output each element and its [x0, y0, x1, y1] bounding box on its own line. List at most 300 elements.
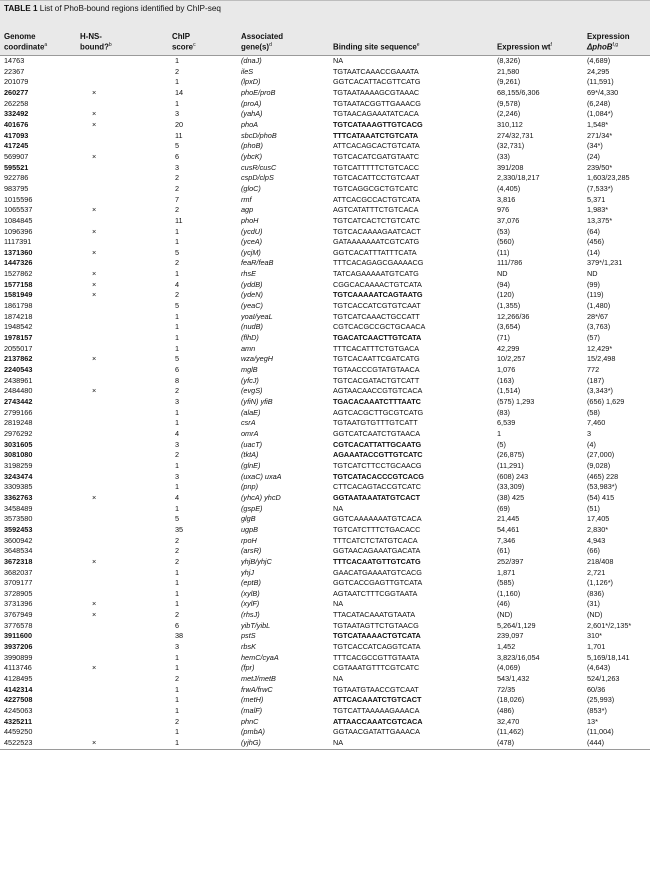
- binding-site-cell: TTACATACAAATGTAATA: [333, 610, 416, 620]
- genome-coordinate-cell: 2137862: [4, 354, 33, 364]
- expression-dphob-cell: 12,429*: [587, 343, 613, 353]
- table-bottom-rule: [0, 749, 650, 750]
- binding-site-cell: TGTCACATCGATGTAATC: [333, 151, 420, 161]
- binding-site-cell: ATTCACAGCACTGTCATA: [333, 141, 420, 151]
- table-row: [0, 525, 650, 536]
- table-row: [0, 386, 650, 397]
- chip-score-cell: 1: [175, 311, 180, 321]
- expression-dphob-cell: 28*/67: [587, 311, 609, 321]
- header-chip-score: ChIP score$^c$: [172, 31, 196, 52]
- table-row: [0, 536, 650, 547]
- associated-gene-cell: frwA/frwC: [241, 684, 273, 694]
- expression-dphob-cell: (57): [587, 333, 600, 343]
- expression-wt-cell: (32,731): [497, 141, 525, 151]
- header-expression-wt: Expression $wt^f$: [497, 42, 552, 52]
- chip-score-cell: 4: [175, 492, 180, 502]
- genome-coordinate-cell: 3648534: [4, 546, 33, 556]
- genome-coordinate-cell: 3911600: [4, 631, 33, 641]
- binding-site-cell: ATTAACCAAATCGTCACA: [333, 716, 423, 726]
- table-row: [0, 727, 650, 738]
- chip-score-cell: 1: [175, 663, 180, 673]
- expression-dphob-cell: (853*): [587, 706, 607, 716]
- table-row: [0, 120, 650, 131]
- chip-score-cell: 2: [175, 674, 180, 684]
- expression-dphob-cell: 379*/1,231: [587, 258, 623, 268]
- genome-coordinate-cell: 4325211: [4, 716, 33, 726]
- expression-wt-cell: 7,346: [497, 535, 516, 545]
- genome-coordinate-cell: 332492: [4, 109, 29, 119]
- table-title: List of PhoB-bound regions identified by ChIP-seq: [37, 4, 221, 13]
- hns-bound-cell: ×: [92, 269, 97, 279]
- associated-gene-cell: (rhsJ): [241, 610, 260, 620]
- table-row: [0, 163, 650, 174]
- binding-site-cell: TTTCACATTTCTGTGACA: [333, 343, 420, 353]
- associated-gene-cell: feaR/feaB: [241, 258, 274, 268]
- chip-score-cell: 1: [175, 237, 180, 247]
- expression-dphob-cell: 524/1,263: [587, 674, 620, 684]
- expression-dphob-cell: ND: [587, 269, 598, 279]
- expression-wt-cell: 1,871: [497, 567, 516, 577]
- binding-site-cell: NA: [333, 738, 344, 747]
- binding-site-cell: TTTCATAAATCTGTCATA: [333, 130, 419, 140]
- chip-score-cell: 2: [175, 183, 180, 193]
- table-row: [0, 227, 650, 238]
- expression-wt-cell: (69): [497, 503, 510, 513]
- expression-wt-cell: 252/397: [497, 556, 524, 566]
- associated-gene-cell: cspD/clpS: [241, 173, 274, 183]
- expression-dphob-cell: 271/34*: [587, 130, 613, 140]
- expression-wt-cell: 32,470: [497, 716, 520, 726]
- expression-wt-cell: (18,026): [497, 695, 525, 705]
- associated-gene-cell: (metH): [241, 695, 264, 705]
- expression-wt-cell: (33,309): [497, 482, 525, 492]
- expression-wt-cell: 543/1,432: [497, 674, 530, 684]
- chip-score-cell: 2: [175, 450, 180, 460]
- binding-site-cell: TGTCATAAAGTTGTCACG: [333, 119, 423, 129]
- genome-coordinate-cell: 4522523: [4, 738, 33, 747]
- binding-site-cell: CTTCACAGTACCGTCATC: [333, 482, 422, 492]
- chip-score-cell: 11: [175, 215, 183, 225]
- chip-score-cell: 1: [175, 418, 180, 428]
- expression-wt-cell: (9,261): [497, 77, 521, 87]
- table-row: [0, 589, 650, 600]
- expression-wt-cell: 72/35: [497, 684, 516, 694]
- expression-dphob-cell: (58): [587, 407, 600, 417]
- expression-wt-cell: (26,875): [497, 450, 525, 460]
- chip-score-cell: 8: [175, 375, 180, 385]
- expression-wt-cell: (560): [497, 237, 515, 247]
- expression-dphob-cell: 2,601*/2,135*: [587, 620, 632, 630]
- table-row: [0, 482, 650, 493]
- genome-coordinate-cell: 3600942: [4, 535, 33, 545]
- expression-wt-cell: 111/786: [497, 258, 523, 268]
- expression-wt-cell: (94): [497, 279, 510, 289]
- expression-wt-cell: 12,266/36: [497, 311, 530, 321]
- binding-site-cell: TGTCACATTCCTGTCAAT: [333, 173, 420, 183]
- table-row: [0, 258, 650, 269]
- expression-wt-cell: (585): [497, 578, 515, 588]
- expression-wt-cell: 1,076: [497, 365, 516, 375]
- expression-wt-cell: (1,355): [497, 301, 521, 311]
- binding-site-cell: TGTAATAGTTCTGTAACG: [333, 620, 419, 630]
- binding-site-cell: TGTAATGTGTTTGTCATT: [333, 418, 418, 428]
- table-row: [0, 216, 650, 227]
- table-row: [0, 280, 650, 291]
- table-row: [0, 568, 650, 579]
- chip-score-cell: 1: [175, 226, 180, 236]
- expression-dphob-cell: (99): [587, 279, 600, 289]
- expression-dphob-cell: (119): [587, 290, 604, 300]
- table-row: [0, 685, 650, 696]
- expression-wt-cell: 3,823/16,054: [497, 652, 540, 662]
- binding-site-cell: TGTCATCAAACTGCCATT: [333, 311, 420, 321]
- associated-gene-cell: (evgS): [241, 386, 263, 396]
- associated-gene-cell: ileS: [241, 66, 254, 76]
- chip-score-cell: 3: [175, 162, 180, 172]
- expression-wt-cell: (608) 243: [497, 471, 529, 481]
- table-row: [0, 333, 650, 344]
- chip-score-cell: 35: [175, 524, 184, 534]
- hns-bound-cell: ×: [92, 87, 97, 97]
- genome-coordinate-cell: 3709177: [4, 578, 33, 588]
- binding-site-cell: AGTCACGCTTGCGTCATG: [333, 407, 424, 417]
- genome-coordinate-cell: 569907: [4, 151, 29, 161]
- binding-site-cell: TGTCAGGCGCTGTCATC: [333, 183, 419, 193]
- table-row: [0, 141, 650, 152]
- chip-score-cell: 1: [175, 684, 180, 694]
- genome-coordinate-cell: 922786: [4, 173, 29, 183]
- associated-gene-cell: (yddB): [241, 279, 263, 289]
- binding-site-cell: ATTCACGCCACTGTCATA: [333, 194, 421, 204]
- binding-site-cell: TTTCACAGAGCGAAAACG: [333, 258, 424, 268]
- table-row: [0, 514, 650, 525]
- expression-dphob-cell: 3: [587, 428, 592, 438]
- associated-gene-cell: amn: [241, 343, 256, 353]
- associated-gene-cell: phoH: [241, 215, 259, 225]
- hns-bound-cell: ×: [92, 492, 97, 502]
- expression-wt-cell: 42,299: [497, 343, 520, 353]
- expression-wt-cell: (5): [497, 439, 506, 449]
- genome-coordinate-cell: 3573580: [4, 514, 33, 524]
- expression-wt-cell: 10/2,257: [497, 354, 526, 364]
- expression-dphob-cell: 15/2,498: [587, 354, 616, 364]
- chip-score-cell: 6: [175, 365, 180, 375]
- expression-dphob-cell: 239/50*: [587, 162, 613, 172]
- associated-gene-cell: (ycdU): [241, 226, 263, 236]
- expression-dphob-cell: 13*: [587, 716, 598, 726]
- binding-site-cell: TGTAATCAAACCGAAATA: [333, 66, 419, 76]
- genome-coordinate-cell: 1581949: [4, 290, 33, 300]
- header-expression-dphob: Expression ΔphoB$^{f,g}$: [587, 31, 630, 52]
- table-row: [0, 440, 650, 451]
- genome-coordinate-cell: 2743442: [4, 397, 33, 406]
- associated-gene-cell: (dnaJ): [241, 56, 262, 65]
- binding-site-cell: TGTAACCCGTATGTAACA: [333, 365, 420, 375]
- associated-gene-cell: (arsR): [241, 546, 262, 556]
- binding-site-cell: TTTCACAATGTTGTCATG: [333, 556, 421, 566]
- table-row: [0, 344, 650, 355]
- expression-dphob-cell: 310*: [587, 631, 603, 641]
- table-row: [0, 610, 650, 621]
- expression-dphob-cell: (465) 228: [587, 471, 619, 481]
- expression-wt-cell: (11): [497, 247, 510, 257]
- expression-wt-cell: 976: [497, 205, 510, 215]
- expression-wt-cell: 274/32,731: [497, 130, 534, 140]
- expression-dphob-cell: (1,084*): [587, 109, 613, 119]
- table-row: [0, 173, 650, 184]
- expression-dphob-cell: 17,405: [587, 514, 610, 524]
- binding-site-cell: GGTAACGATATTGAAACA: [333, 727, 420, 737]
- expression-dphob-cell: (656) 1,629: [587, 397, 625, 406]
- expression-wt-cell: 310,112: [497, 119, 523, 129]
- genome-coordinate-cell: 2055017: [4, 343, 33, 353]
- chip-score-cell: 5: [175, 354, 180, 364]
- table-body: [0, 56, 650, 749]
- genome-coordinate-cell: 4227508: [4, 695, 33, 705]
- genome-coordinate-cell: 3728905: [4, 588, 33, 598]
- expression-dphob-cell: (24): [587, 151, 600, 161]
- table-row: [0, 461, 650, 472]
- chip-score-cell: 1: [175, 407, 180, 417]
- binding-site-cell: NA: [333, 599, 344, 609]
- expression-dphob-cell: (31): [587, 599, 600, 609]
- hns-bound-cell: ×: [92, 354, 97, 364]
- expression-wt-cell: 37,076: [497, 215, 520, 225]
- expression-wt-cell: (486): [497, 706, 515, 716]
- expression-dphob-cell: (456): [587, 237, 605, 247]
- hns-bound-cell: ×: [92, 556, 97, 566]
- expression-dphob-cell: 24,295: [587, 66, 610, 76]
- expression-dphob-cell: 60/36: [587, 684, 606, 694]
- genome-coordinate-cell: 1527862: [4, 269, 33, 279]
- expression-wt-cell: 5,264/1,129: [497, 620, 536, 630]
- associated-gene-cell: (yeaC): [241, 301, 263, 311]
- chip-score-cell: 3: [175, 642, 180, 652]
- expression-dphob-cell: (4): [587, 439, 596, 449]
- chip-score-cell: 3: [175, 397, 180, 406]
- hns-bound-cell: ×: [92, 738, 97, 747]
- associated-gene-cell: (uacT): [241, 439, 263, 449]
- hns-bound-cell: ×: [92, 119, 97, 129]
- chip-score-cell: 1: [175, 98, 180, 108]
- expression-dphob-cell: (34*): [587, 141, 603, 151]
- binding-site-cell: TGTCACCATCAGGTCATA: [333, 642, 421, 652]
- binding-site-cell: TGTCACGATACTGTCATT: [333, 375, 420, 385]
- genome-coordinate-cell: 1861798: [4, 301, 33, 311]
- table-row: [0, 312, 650, 323]
- binding-site-cell: GGTCACATTACGTTCATG: [333, 77, 421, 87]
- header-genome-coordinate: Genome coordinate$^a$: [4, 31, 48, 52]
- expression-dphob-cell: (11,004): [587, 727, 614, 737]
- expression-wt-cell: (46): [497, 599, 510, 609]
- associated-gene-cell: mglB: [241, 365, 258, 375]
- associated-gene-cell: (ycjM): [241, 247, 261, 257]
- genome-coordinate-cell: 3937206: [4, 642, 33, 652]
- binding-site-cell: NA: [333, 503, 344, 513]
- header-associated-genes: Associated $gene(s)^d$: [241, 31, 284, 52]
- table-row: [0, 131, 650, 142]
- genome-coordinate-cell: 3309385: [4, 482, 33, 492]
- table-row: [0, 376, 650, 387]
- binding-site-cell: TGTCACCATCGTGTCAAT: [333, 301, 421, 311]
- table-row: [0, 109, 650, 120]
- binding-site-cell: AGTAATCTTTCGGTAATA: [333, 588, 418, 598]
- expression-dphob-cell: (66): [587, 546, 600, 556]
- hns-bound-cell: ×: [92, 151, 97, 161]
- associated-gene-cell: (glnE): [241, 460, 261, 470]
- genome-coordinate-cell: 2438961: [4, 375, 33, 385]
- associated-gene-cell: rpoH: [241, 535, 257, 545]
- table-row: [0, 365, 650, 376]
- chip-score-cell: 2: [175, 290, 180, 300]
- genome-coordinate-cell: 4128495: [4, 674, 33, 684]
- associated-gene-cell: (eptB): [241, 578, 261, 588]
- expression-wt-cell: 21,580: [497, 66, 520, 76]
- chip-score-cell: 14: [175, 87, 184, 97]
- associated-gene-cell: yhjJ: [241, 567, 254, 577]
- chip-score-cell: 1: [175, 322, 180, 332]
- chip-score-cell: 1: [175, 578, 180, 588]
- associated-gene-cell: (xylF): [241, 599, 260, 609]
- genome-coordinate-cell: 417245: [4, 141, 29, 151]
- genome-coordinate-cell: 4142314: [4, 684, 33, 694]
- binding-site-cell: TGTAATAAAAGCGTAAAC: [333, 87, 420, 97]
- associated-gene-cell: (flhD): [241, 333, 259, 343]
- binding-site-cell: GGTAACAGAAATGACATA: [333, 546, 421, 556]
- expression-wt-cell: (2,246): [497, 109, 521, 119]
- associated-gene-cell: (lpxD): [241, 77, 261, 87]
- expression-wt-cell: 54,461: [497, 524, 520, 534]
- associated-gene-cell: omrA: [241, 428, 259, 438]
- genome-coordinate-cell: 3731396: [4, 599, 33, 609]
- genome-coordinate-cell: 1874218: [4, 311, 33, 321]
- table-row: [0, 67, 650, 78]
- expression-dphob-cell: (836): [587, 588, 605, 598]
- genome-coordinate-cell: 4113746: [4, 663, 32, 673]
- expression-wt-cell: (4,405): [497, 183, 521, 193]
- genome-coordinate-cell: 3592453: [4, 524, 33, 534]
- chip-score-cell: 5: [175, 301, 180, 311]
- binding-site-cell: AGTAACAACCGTGTCACA: [333, 386, 423, 396]
- binding-site-cell: ATTCACAAATCTGTCACT: [333, 695, 422, 705]
- binding-site-cell: GATAAAAAAATCGTCATG: [333, 237, 420, 247]
- expression-wt-cell: (11,462): [497, 727, 524, 737]
- chip-score-cell: 2: [175, 258, 180, 268]
- binding-site-cell: GGTAATAAATATGTCACT: [333, 492, 421, 502]
- binding-site-cell: CGTCACGCCGCTGCAACA: [333, 322, 426, 332]
- hns-bound-cell: ×: [92, 109, 97, 119]
- genome-coordinate-cell: 1117391: [4, 237, 32, 247]
- hns-bound-cell: ×: [92, 205, 97, 215]
- associated-gene-cell: (yjhG): [241, 738, 261, 747]
- table-row: [0, 717, 650, 728]
- associated-gene-cell: csrA: [241, 418, 256, 428]
- binding-site-cell: TGTCATTAAAAAGAAACA: [333, 706, 420, 716]
- genome-coordinate-cell: 3990899: [4, 652, 33, 662]
- associated-gene-cell: (yfiN) yfiB: [241, 397, 273, 406]
- expression-wt-cell: 1: [497, 428, 502, 438]
- chip-score-cell: 1: [175, 343, 180, 353]
- table-row: [0, 184, 650, 195]
- expression-wt-cell: 3,816: [497, 194, 516, 204]
- chip-score-cell: 5: [175, 141, 180, 151]
- associated-gene-cell: cusR/cusC: [241, 162, 277, 172]
- expression-dphob-cell: (11,591): [587, 77, 614, 87]
- associated-gene-cell: (alaE): [241, 407, 261, 417]
- hns-bound-cell: ×: [92, 247, 97, 257]
- expression-wt-cell: 21,445: [497, 514, 520, 524]
- expression-dphob-cell: (25,993): [587, 695, 615, 705]
- chip-score-cell: 2: [175, 173, 180, 183]
- expression-dphob-cell: 13,375*: [587, 215, 613, 225]
- table-row: [0, 450, 650, 461]
- associated-gene-cell: (gspE): [241, 503, 263, 513]
- table-row: [0, 290, 650, 301]
- chip-score-cell: 11: [175, 130, 183, 140]
- table-row: [0, 599, 650, 610]
- genome-coordinate-cell: 1096396: [4, 226, 33, 236]
- genome-coordinate-cell: 3767949: [4, 610, 33, 620]
- genome-coordinate-cell: 3081080: [4, 450, 33, 460]
- associated-gene-cell: agp: [241, 205, 254, 215]
- genome-coordinate-cell: 3362763: [4, 492, 33, 502]
- associated-gene-cell: wza/yegH: [241, 354, 274, 364]
- expression-wt-cell: (4,069): [497, 663, 521, 673]
- hns-bound-cell: ×: [92, 279, 97, 289]
- header-hns-bound: H-NS- bound?$^b$: [80, 31, 112, 52]
- chip-score-cell: 1: [175, 738, 180, 747]
- table-row: [0, 248, 650, 259]
- binding-site-cell: TGTCATTTTTCTGTCACC: [333, 162, 420, 172]
- chip-score-cell: 1: [175, 695, 180, 705]
- expression-wt-cell: 239,097: [497, 631, 524, 641]
- chip-score-cell: 2: [175, 716, 180, 726]
- chip-score-cell: 6: [175, 151, 180, 161]
- expression-dphob-cell: 772: [587, 365, 600, 375]
- associated-gene-cell: rhsE: [241, 269, 257, 279]
- associated-gene-cell: (gloC): [241, 183, 261, 193]
- expression-dphob-cell: (51): [587, 503, 600, 513]
- associated-gene-cell: (ybcK): [241, 151, 263, 161]
- table-row: [0, 56, 650, 67]
- associated-gene-cell: pstS: [241, 631, 256, 641]
- binding-site-cell: CGGCACAAAACTGTCATA: [333, 279, 422, 289]
- expression-dphob-cell: (187): [587, 375, 605, 385]
- expression-dphob-cell: (3,763): [587, 322, 611, 332]
- genome-coordinate-cell: 1447326: [4, 258, 33, 268]
- genome-coordinate-cell: 4459250: [4, 727, 33, 737]
- table-row: [0, 504, 650, 515]
- binding-site-cell: TGTCACAATTCGATCATG: [333, 354, 420, 364]
- expression-wt-cell: (11,291): [497, 460, 524, 470]
- chip-score-cell: 2: [175, 556, 180, 566]
- associated-gene-cell: phnC: [241, 716, 259, 726]
- binding-site-cell: TGTAATACGGTTGAAACG: [333, 98, 421, 108]
- associated-gene-cell: rbsK: [241, 642, 257, 652]
- expression-wt-cell: (38) 425: [497, 492, 525, 502]
- binding-site-cell: TGTCATACACCCGTCACG: [333, 471, 424, 481]
- chip-score-cell: 1: [175, 588, 180, 598]
- binding-site-cell: NA: [333, 56, 344, 65]
- expression-dphob-cell: 69*/4,330: [587, 87, 619, 97]
- chip-score-cell: 3: [175, 439, 180, 449]
- expression-wt-cell: ND: [497, 269, 508, 279]
- table-row: [0, 397, 650, 408]
- associated-gene-cell: (malF): [241, 706, 263, 716]
- associated-gene-cell: (proA): [241, 98, 262, 108]
- associated-gene-cell: yibT/yibL: [241, 620, 271, 630]
- binding-site-cell: TGACACAAATCTTTAATC: [333, 397, 421, 406]
